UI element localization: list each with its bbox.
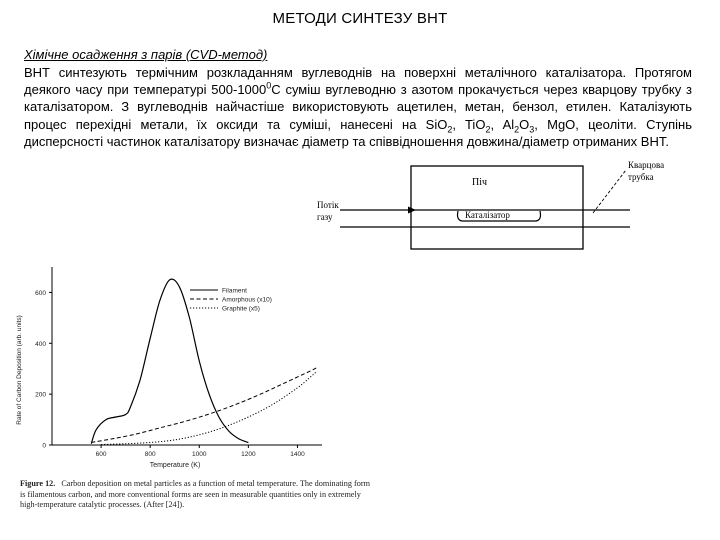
y-axis-label: Rate of Carbon Deposition (arb. units) — [16, 315, 23, 425]
cvd-reactor-diagram — [300, 160, 700, 260]
x-tick-label: 600 — [95, 451, 107, 458]
series-line-filament — [91, 279, 248, 444]
x-tick-label: 800 — [144, 451, 156, 458]
furnace-box — [411, 166, 583, 249]
x-axis-label: Temperature (K) — [149, 462, 201, 469]
chart-legend — [190, 288, 272, 313]
carbon-deposition-chart — [0, 255, 380, 480]
legend-label-amorphous: Amorphous (x10) — [222, 296, 272, 304]
legend-label-filament: Filament — [222, 287, 247, 295]
x-tick-label: 1400 — [290, 451, 305, 458]
body-paragraph: ВНТ синтезують термічним розкладанням вуглеводнів на поверхні металічного каталізатора. Протягом деякого часу при температурі 500-1000$^0$С суміш вуглеводню з азотом прокачується через кварцову трубку з каталізатором. З вуглеводнів найчастіше використовують ацетилен, метан, бензол, етилен. Каталізують процес перехідні метали, їх оксиди та суміші, нанесені на SiO$_2$, TiO$_2$, $Al_2O_3$, MgO, цеоліти. Ступінь дисперсності частинок каталізатору визначає діаметр та співвідношення довжина/діаметр отриманих ВНТ. — [24, 65, 692, 149]
figure-number: Figure 12. — [20, 479, 56, 488]
x-tick-label: 1000 — [192, 451, 207, 458]
catalyst-label: Каталізатор — [465, 210, 510, 220]
gas-flow-label-line1: Потік — [317, 200, 339, 210]
gas-flow-label-line2: газу — [317, 212, 333, 222]
caption-text: Carbon deposition on metal particles as a function of metal temperature. The dominating form is filamentous carbon, and more conventional forms are seen in measurable quantities only in extremely high-temperature catalytic processes. (After [24]). — [20, 479, 370, 509]
series-line-graphite — [101, 371, 317, 444]
x-tick-label: 1200 — [241, 451, 256, 458]
page-title: МЕТОДИ СИНТЕЗУ ВНТ — [272, 10, 448, 27]
figure-caption — [20, 479, 376, 511]
y-tick-label: 400 — [35, 340, 46, 348]
quartz-tube-label-line1: Кварцова — [628, 160, 665, 170]
quartz-tube-label-line2: трубка — [628, 172, 654, 182]
y-tick-label: 600 — [35, 289, 46, 297]
legend-label-graphite: Graphite (x5) — [222, 305, 260, 313]
section-heading: Хімічне осадження з парів (CVD-метод) — [24, 47, 268, 62]
tube-label-leader — [593, 170, 626, 213]
furnace-label: Піч — [472, 177, 488, 188]
gas-flow-arrowhead — [408, 207, 416, 214]
y-tick-label: 200 — [35, 391, 46, 399]
y-tick-label: 0 — [42, 442, 46, 450]
